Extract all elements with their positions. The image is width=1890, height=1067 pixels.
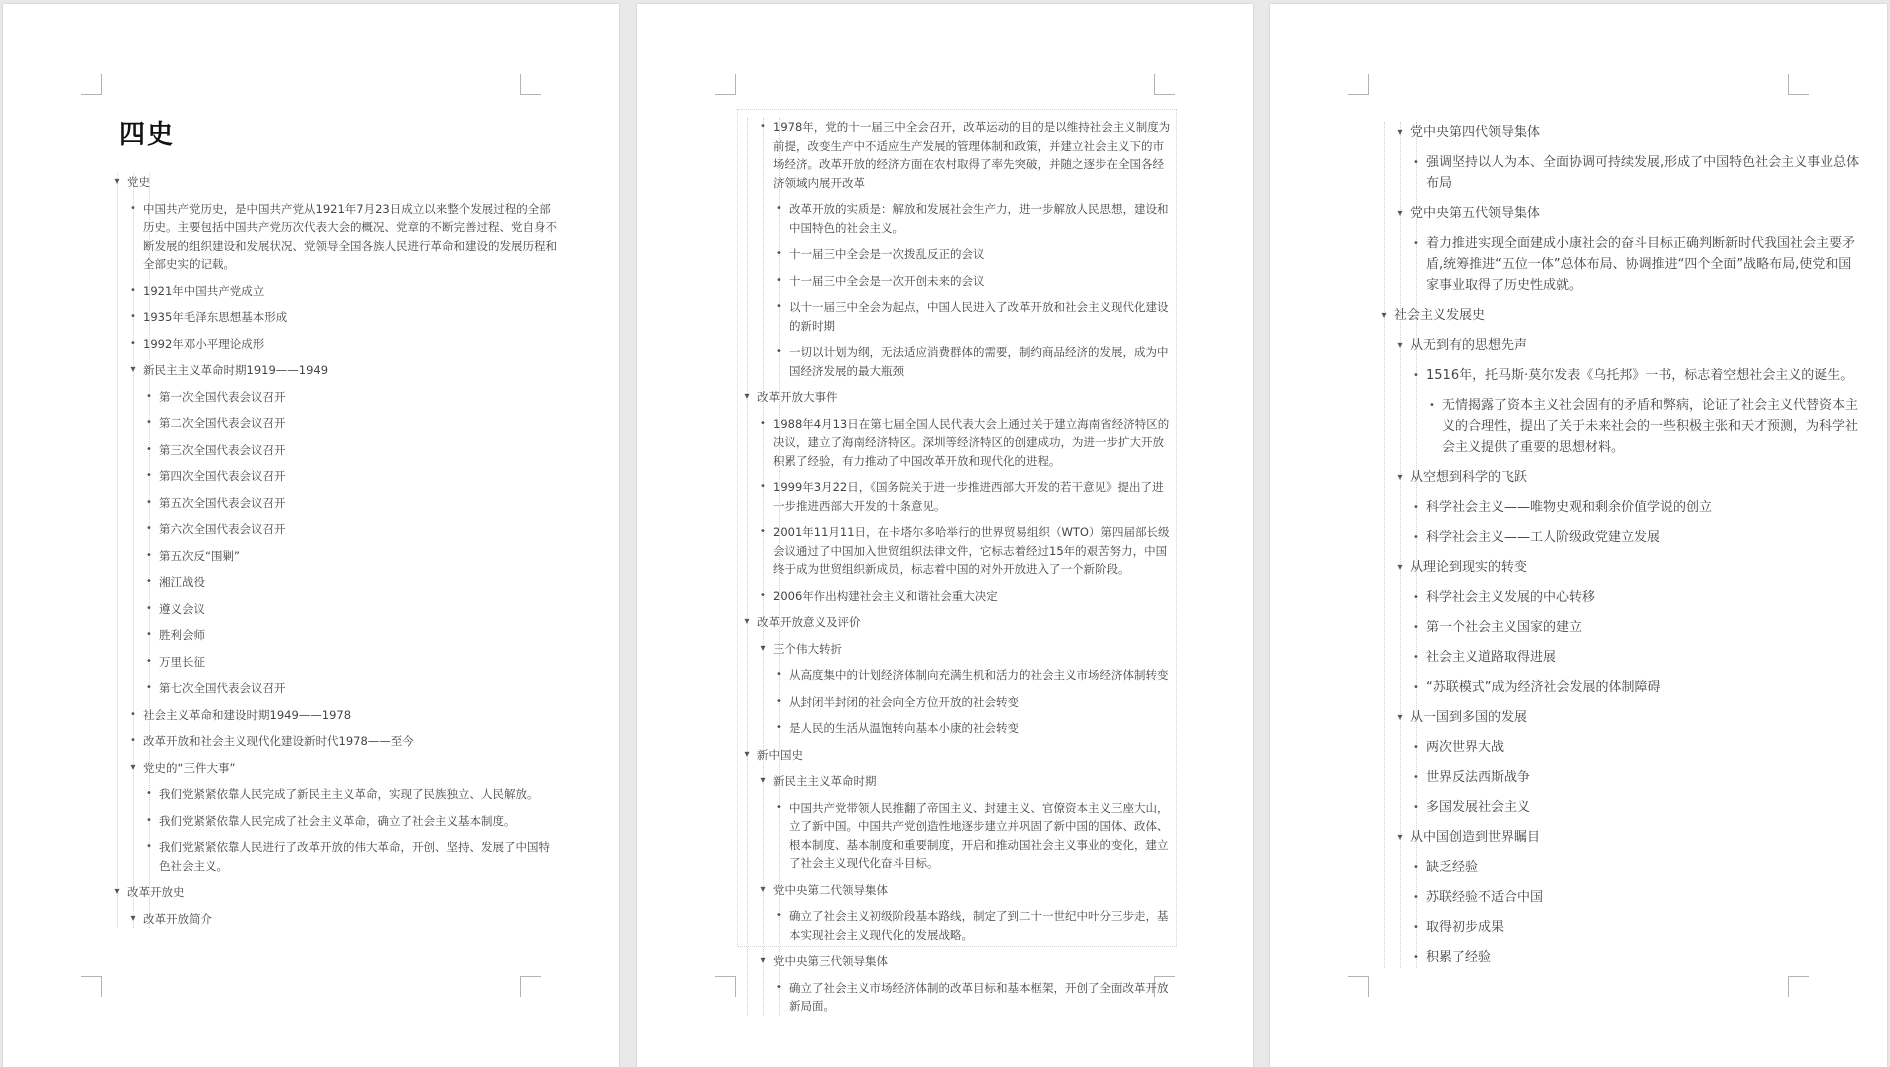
outline-item <box>1378 647 1861 668</box>
outline-item <box>1378 917 1861 938</box>
collapse-arrow-icon[interactable]: ▾ <box>130 761 136 773</box>
outline-item[interactable] <box>111 173 559 192</box>
outline-item-text: 胜利会师 <box>159 628 205 642</box>
outline-item <box>741 200 1171 237</box>
bullet-icon: • <box>776 695 782 707</box>
outline-item <box>111 414 559 433</box>
outline-item-text: 改革开放大事件 <box>757 390 838 404</box>
outline-item-text: 党史 <box>127 175 150 189</box>
outline-item-text: 第七次全国代表会议召开 <box>159 681 286 695</box>
outline-item-text: 以十一届三中全会为起点，中国人民进入了改革开放和社会主义现代化建设的新时期 <box>789 300 1169 333</box>
outline-item[interactable] <box>1378 305 1861 326</box>
page-corner-mark <box>520 976 541 997</box>
bullet-icon: • <box>776 722 782 733</box>
page-corner-mark <box>81 74 102 95</box>
outline-item-text: 新民主主义革命时期 <box>773 774 877 788</box>
outline-item-text: 十一届三中全会是一次拨乱反正的会议 <box>789 247 985 261</box>
collapse-arrow-icon[interactable]: ▾ <box>1381 310 1387 321</box>
page-content <box>111 114 559 936</box>
bullet-icon: • <box>776 981 782 993</box>
outline-item <box>741 245 1171 264</box>
outline-item <box>111 573 559 592</box>
outline-item-text: 着力推进实现全面建成小康社会的奋斗目标正确判断新时代我国社会主要矛盾,统筹推进“五位一体”总体布局、协调推进“四个全面”战略布局,使党和国家事业取得了历史性成就。 <box>1426 236 1856 293</box>
bullet-icon: • <box>130 284 136 296</box>
outline-item <box>1378 887 1861 908</box>
bullet-icon: • <box>146 417 152 428</box>
outline-item-text: 十一届三中全会是一次开创未来的会议 <box>789 273 985 288</box>
collapse-arrow-icon[interactable]: ▾ <box>1397 127 1403 138</box>
collapse-arrow-icon[interactable]: ▾ <box>744 748 750 760</box>
outline-item-text: 湘江战役 <box>159 575 205 589</box>
collapse-arrow-icon[interactable]: ▾ <box>114 886 120 897</box>
bullet-icon: • <box>776 248 782 259</box>
outline-item <box>741 343 1171 380</box>
outline-item-text: 积累了经验 <box>1426 950 1492 965</box>
outline-item-text: 1935年毛泽东思想基本形成 <box>143 310 288 324</box>
bullet-icon: • <box>146 655 152 667</box>
page-content <box>1378 122 1861 977</box>
bullet-icon: • <box>146 629 152 640</box>
bullet-icon: • <box>1413 772 1419 783</box>
bullet-icon: • <box>130 708 136 720</box>
outline-item <box>741 587 1171 606</box>
bullet-icon: • <box>1413 742 1419 753</box>
outline-item-text: 党中央第四代领导集体 <box>1410 125 1541 140</box>
bullet-icon: • <box>776 346 782 357</box>
outline-item[interactable] <box>1378 707 1861 728</box>
outline-item-text: 第二次全国代表会议召开 <box>159 416 286 430</box>
outline-item-text: 遵义会议 <box>159 601 205 616</box>
outline-item-text: 党中央第三代领导集体 <box>773 954 888 968</box>
outline-item <box>741 907 1171 944</box>
outline-item[interactable] <box>741 952 1171 971</box>
outline-item <box>741 298 1171 335</box>
bullet-icon: • <box>1413 157 1419 168</box>
bullet-icon: • <box>776 669 782 680</box>
outline-item-text: 我们党紧紧依靠人民完成了新民主主义革命，实现了民族独立、人民解放。 <box>159 787 539 801</box>
outline-item-text: 1978年，党的十一届三中全会召开，改革运动的目的是以维持社会主义制度为前提，改变生产中不适应生产发展的管理体制和政策，并建立社会主义下的市场经济。改革开放的经济方面在农村取得了率先突破，并随之逐步在全国各经济领域内展开改革 <box>773 120 1171 190</box>
outline-item-text: 中国共产党历史，是中国共产党从1921年7月23日成立以来整个发展过程的全部历史。主要包括中国共产党历次代表大会的概况、党章的不断完善过程、党自身不断发展的组织建设和发展状况、党领导全国各族人民进行革命和建设的发展历程和全部史实的记载。 <box>143 201 557 271</box>
collapse-arrow-icon[interactable]: ▾ <box>760 883 766 895</box>
bullet-icon: • <box>130 337 136 349</box>
outline-item <box>1378 737 1861 758</box>
outline-item <box>111 812 559 831</box>
outline-item[interactable] <box>111 361 559 380</box>
outline-item <box>111 282 559 301</box>
bullet-icon: • <box>776 910 782 921</box>
collapse-arrow-icon[interactable]: ▾ <box>1397 712 1403 723</box>
page-corner-mark <box>520 74 541 95</box>
outline-item <box>1378 857 1861 878</box>
outline-item-text: 取得初步成果 <box>1426 920 1505 935</box>
outline-item[interactable] <box>1378 122 1861 143</box>
bullet-icon: • <box>146 549 152 561</box>
outline-item <box>1378 497 1861 518</box>
bullet-icon: • <box>146 390 152 402</box>
outline-item-text: 第四次全国代表会议召开 <box>159 469 286 483</box>
outline-item-text: 第五次反“围剿” <box>159 548 240 563</box>
collapse-arrow-icon[interactable]: ▾ <box>1397 208 1403 219</box>
document-page-1 <box>3 4 619 1067</box>
bullet-icon: • <box>130 311 136 322</box>
bullet-icon: • <box>146 470 152 481</box>
bullet-icon: • <box>1413 238 1419 249</box>
bullet-icon: • <box>776 203 782 214</box>
outline-item[interactable] <box>1378 827 1861 848</box>
outline-item-text: 三个伟大转折 <box>773 641 842 656</box>
bullet-icon: • <box>760 417 766 429</box>
bullet-icon: • <box>1413 532 1419 543</box>
bullet-icon: • <box>1429 400 1435 411</box>
page-corner-mark <box>1348 74 1369 95</box>
collapse-arrow-icon[interactable]: ▾ <box>1397 340 1403 351</box>
outline-item <box>741 415 1171 471</box>
outline-item-text: 无情揭露了资本主义社会固有的矛盾和弊病，论证了社会主义代替资本主义的合理性，提出了关于未来社会的一些积极主张和天才预测，为科学社会主义提供了重要的思想材料。 <box>1442 398 1859 455</box>
bullet-icon: • <box>760 121 766 132</box>
outline-item-text: 2001年11月11日，在卡塔尔多哈举行的世界贸易组织（WTO）第四届部长级会议通过了中国加入世贸组织法律文件，它标志着经过15年的艰苦努力，中国终于成为世贸组织新成员，标志着中国的对外开放进入了一个新阶段。 <box>773 525 1170 576</box>
outline-item-text: 党史的“三件大事” <box>143 760 236 775</box>
outline-item-text: 1988年4月13日在第七届全国人民代表大会上通过关于建立海南省经济特区的决议，建立了海南经济特区。深圳等经济特区的创建成功，为进一步扩大开放积累了经验，有力推动了中国改革开放和现代化的进程。 <box>773 416 1170 468</box>
page-corner-mark <box>81 976 102 997</box>
collapse-arrow-icon[interactable]: ▾ <box>114 176 120 187</box>
outline-item-text: 1992年邓小平理论成形 <box>143 336 265 351</box>
outline-item <box>741 272 1171 291</box>
outline-item-text: 改革开放简介 <box>143 911 212 926</box>
bullet-icon: • <box>1413 892 1419 903</box>
page-corner-mark <box>1154 74 1175 95</box>
page-corner-mark <box>715 976 736 997</box>
bullet-icon: • <box>146 576 152 587</box>
outline-item-text: 从无到有的思想先声 <box>1410 338 1528 353</box>
page-corner-mark <box>1348 976 1369 997</box>
bullet-icon: • <box>146 682 152 693</box>
document-page-2 <box>637 4 1253 1067</box>
outline-item <box>741 719 1171 738</box>
outline-item-text: 世界反法西斯战争 <box>1426 770 1531 785</box>
outline-item <box>741 478 1171 515</box>
collapse-arrow-icon[interactable]: ▾ <box>130 364 136 375</box>
outline-item <box>741 118 1171 192</box>
outline-item-text: 党中央第五代领导集体 <box>1410 206 1541 221</box>
bullet-icon: • <box>1413 622 1419 633</box>
outline-item-text: 改革开放史 <box>127 885 185 899</box>
outline-item-text: 从封闭半封闭的社会向全方位开放的社会转变 <box>789 694 1019 709</box>
outline-item <box>1378 152 1861 194</box>
outline-item-text: 第六次全国代表会议召开 <box>159 522 286 536</box>
outline-item-text: 科学社会主义——工人阶级政党建立发展 <box>1426 530 1661 545</box>
outline-item-text: “苏联模式”成为经济社会发展的体制障碍 <box>1426 680 1661 695</box>
outline-item[interactable] <box>111 883 559 902</box>
outline-item-text: 社会主义发展史 <box>1394 308 1486 323</box>
outline-item <box>111 785 559 804</box>
outline-item-text: 是人民的生活从温饱转向基本小康的社会转变 <box>789 721 1019 735</box>
outline-item[interactable] <box>741 640 1171 659</box>
outline-item <box>741 979 1171 1016</box>
bullet-icon: • <box>130 735 136 746</box>
outline-item-text: 第一个社会主义国家的建立 <box>1426 620 1583 635</box>
outline-item <box>111 467 559 486</box>
bullet-icon: • <box>1413 652 1419 663</box>
outline-item <box>111 838 559 875</box>
outline-item[interactable] <box>741 613 1171 632</box>
collapse-arrow-icon[interactable]: ▾ <box>744 391 750 402</box>
outline-item <box>1378 677 1861 698</box>
bullet-icon: • <box>1413 922 1419 933</box>
outline-item-text: 万里长征 <box>159 654 205 669</box>
bullet-icon: • <box>1413 952 1419 963</box>
outline-item-text: 社会主义革命和建设时期1949——1978 <box>143 707 352 722</box>
page-content <box>741 118 1171 1024</box>
collapse-arrow-icon[interactable]: ▾ <box>1397 562 1403 573</box>
outline-item <box>111 520 559 539</box>
outline-item <box>741 693 1171 712</box>
outline-item-text: 苏联经验不适合中国 <box>1426 890 1544 905</box>
outline-item[interactable] <box>741 746 1171 765</box>
outline-item <box>111 732 559 751</box>
outline-list <box>741 118 1171 1016</box>
outline-item[interactable] <box>1378 467 1861 488</box>
bullet-icon: • <box>1413 682 1419 693</box>
outline-item <box>1378 365 1861 386</box>
outline-item <box>111 706 559 725</box>
outline-item-text: 确立了社会主义市场经济体制的改革目标和基本框架，开创了全面改革开放新局面。 <box>789 980 1169 1013</box>
outline-item-text: 科学社会主义——唯物史观和剩余价值学说的创立 <box>1426 500 1713 515</box>
outline-item-text: 改革开放和社会主义现代化建设新时代1978——至今 <box>143 734 414 748</box>
outline-item-text: 1921年中国共产党成立 <box>143 283 265 298</box>
bullet-icon: • <box>146 496 152 508</box>
outline-item <box>111 547 559 566</box>
outline-item-text: 1516年，托马斯·莫尔发表《乌托邦》一书，标志着空想社会主义的诞生。 <box>1426 368 1854 383</box>
page-corner-mark <box>1788 976 1809 997</box>
outline-item-text: 多国发展社会主义 <box>1426 800 1531 815</box>
outline-item[interactable] <box>1378 557 1861 578</box>
outline-item <box>111 200 559 274</box>
outline-item-text: 第五次全国代表会议召开 <box>159 495 286 510</box>
outline-item <box>111 600 559 619</box>
collapse-arrow-icon[interactable]: ▾ <box>760 955 766 966</box>
outline-item <box>111 494 559 513</box>
bullet-icon: • <box>146 814 152 826</box>
outline-item-text: 中国共产党带领人民推翻了帝国主义、封建主义、官僚资本主义三座大山，立了新中国。中国共产党创造性地逐步建立并巩固了新中国的国体、政体、根本制度、基本制度和重要制度，开启和推动国社会主义事业的变化，建立了社会主义现代化奋斗目标。 <box>789 800 1169 870</box>
page-corner-mark <box>1788 74 1809 95</box>
outline-item <box>741 799 1171 873</box>
outline-item <box>111 388 559 407</box>
document-title: 四史 <box>119 120 176 150</box>
outline-item[interactable] <box>111 910 559 929</box>
outline-item-text: 从理论到现实的转变 <box>1410 560 1528 575</box>
outline-item-text: 强调坚持以人为本、全面协调可持续发展,形成了中国特色社会主义事业总体布局 <box>1426 155 1860 191</box>
outline-item-text: 新中国史 <box>757 747 803 762</box>
outline-item-text: 我们党紧紧依靠人民完成了社会主义革命，确立了社会主义基本制度。 <box>159 813 516 828</box>
outline-item <box>1378 233 1861 296</box>
outline-item <box>1378 587 1861 608</box>
bullet-icon: • <box>1413 802 1419 813</box>
outline-item <box>111 308 559 327</box>
outline-list <box>1378 122 1861 968</box>
outline-item-text: 两次世界大战 <box>1426 740 1505 755</box>
outline-item-text: 一切以计划为纲，无法适应消费群体的需要，制约商品经济的发展，成为中国经济发展的最大瓶颈 <box>789 345 1169 378</box>
outline-item <box>111 653 559 672</box>
bullet-icon: • <box>776 274 782 286</box>
outline-item[interactable] <box>741 881 1171 900</box>
outline-item-text: 确立了社会主义初级阶段基本路线，制定了到二十一世纪中叶分三步走，基本实现社会主义现代化的发展战略。 <box>789 909 1169 942</box>
bullet-icon: • <box>146 523 152 534</box>
collapse-arrow-icon[interactable]: ▾ <box>1397 472 1403 483</box>
outline-item-text: 科学社会主义发展的中心转移 <box>1426 590 1596 605</box>
outline-item <box>1378 947 1861 968</box>
outline-item-text: 第一次全国代表会议召开 <box>159 389 286 404</box>
outline-item-text: 改革开放意义及评价 <box>757 615 861 629</box>
outline-item-text: 2006年作出构建社会主义和谐社会重大决定 <box>773 588 998 603</box>
outline-item-text: 缺乏经验 <box>1426 860 1479 875</box>
bullet-icon: • <box>146 788 152 799</box>
bullet-icon: • <box>146 443 152 455</box>
outline-item-text: 改革开放的实质是：解放和发展社会生产力，进一步解放人民思想，建设和中国特色的社会主义。 <box>789 202 1169 235</box>
bullet-icon: • <box>1413 502 1419 513</box>
outline-item <box>1378 395 1861 458</box>
bullet-icon: • <box>1413 370 1419 381</box>
outline-item-text: 社会主义道路取得进展 <box>1426 650 1557 665</box>
bullet-icon: • <box>1413 592 1419 603</box>
outline-item-text: 从一国到多国的发展 <box>1410 710 1528 725</box>
collapse-arrow-icon[interactable]: ▾ <box>744 616 750 627</box>
outline-item <box>1378 527 1861 548</box>
outline-item-text: 从高度集中的计划经济体制向充满生机和活力的社会主义市场经济体制转变 <box>789 668 1169 682</box>
outline-item[interactable] <box>111 759 559 778</box>
outline-list <box>111 173 559 928</box>
bullet-icon: • <box>776 801 782 813</box>
bullet-icon: • <box>1413 862 1419 873</box>
outline-item[interactable] <box>741 388 1171 407</box>
collapse-arrow-icon[interactable]: ▾ <box>130 912 136 924</box>
bullet-icon: • <box>760 589 766 601</box>
collapse-arrow-icon[interactable]: ▾ <box>760 642 766 654</box>
outline-item <box>111 335 559 354</box>
collapse-arrow-icon[interactable]: ▾ <box>1397 832 1403 843</box>
outline-item <box>111 626 559 645</box>
outline-item-text: 第三次全国代表会议召开 <box>159 442 286 457</box>
outline-item[interactable] <box>1378 335 1861 356</box>
collapse-arrow-icon[interactable]: ▾ <box>760 775 766 786</box>
outline-item-text: 从空想到科学的飞跃 <box>1410 470 1528 485</box>
outline-item <box>1378 797 1861 818</box>
outline-item <box>741 523 1171 579</box>
page-corner-mark <box>715 74 736 95</box>
outline-item-text: 我们党紧紧依靠人民进行了改革开放的伟大革命，开创、坚持、发展了中国特色社会主义。 <box>159 840 550 873</box>
bullet-icon: • <box>130 202 136 214</box>
outline-item <box>111 441 559 460</box>
outline-item-text: 从中国创造到世界瞩目 <box>1410 830 1541 845</box>
bullet-icon: • <box>146 602 152 614</box>
outline-item <box>741 666 1171 685</box>
bullet-icon: • <box>760 481 766 492</box>
outline-item <box>111 679 559 698</box>
bullet-icon: • <box>776 301 782 312</box>
outline-item <box>1378 767 1861 788</box>
outline-item[interactable] <box>741 772 1171 791</box>
outline-item-text: 新民主主义革命时期1919——1949 <box>143 363 329 377</box>
document-page-3 <box>1270 4 1887 1067</box>
outline-item-text: 党中央第二代领导集体 <box>773 882 888 897</box>
outline-item <box>1378 617 1861 638</box>
outline-item[interactable] <box>1378 203 1861 224</box>
bullet-icon: • <box>146 841 152 852</box>
bullet-icon: • <box>760 526 766 537</box>
outline-item-text: 1999年3月22日，《国务院关于进一步推进西部大开发的若干意见》提出了进一步推进西部大开发的十条意见。 <box>773 480 1164 513</box>
